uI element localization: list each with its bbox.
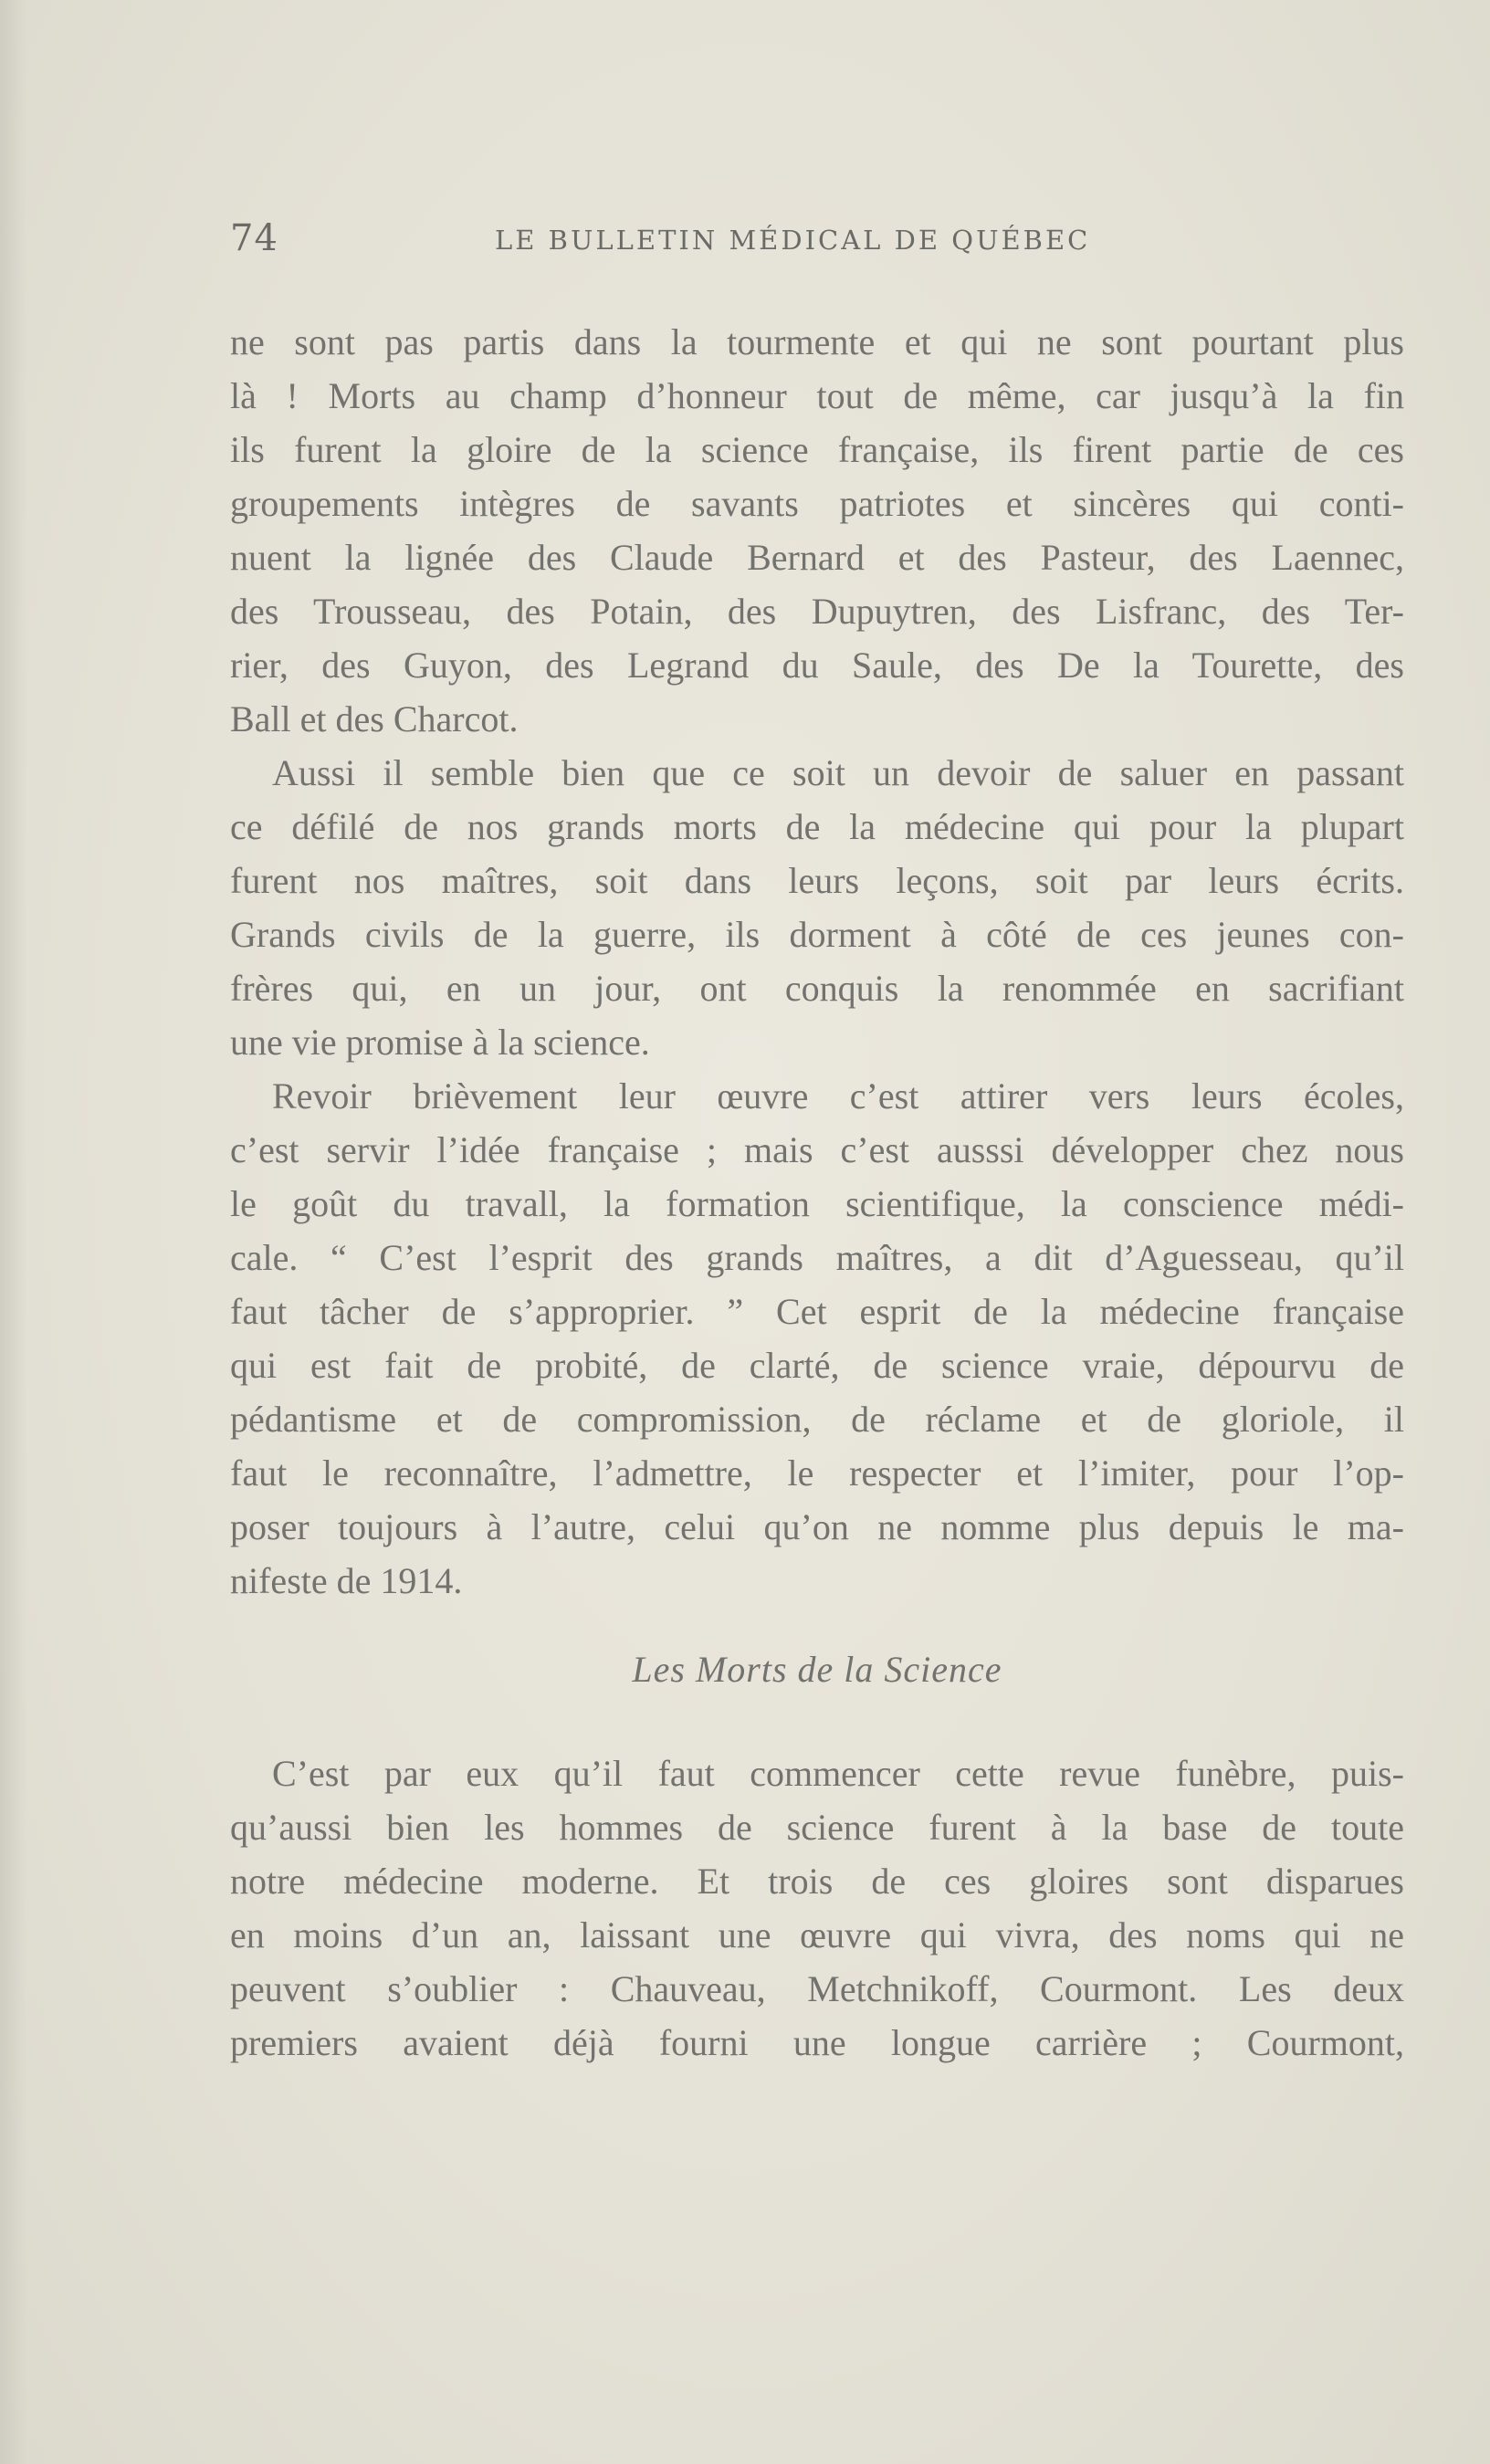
- text-line: notre médecine moderne. Et trois de ces gloires sont disparues: [230, 1861, 1404, 1902]
- page-edge-shadow: [0, 0, 27, 2464]
- text-line: des Trousseau, des Potain, des Dupuytren, des Lisfranc, des Ter-: [230, 591, 1404, 632]
- text-line: premiers avaient déjà fourni une longue carrière ; Courmont,: [230, 2022, 1404, 2063]
- text-line: rier, des Guyon, des Legrand du Saule, des De la Tourette, des: [230, 645, 1404, 686]
- section-title: Les Morts de la Science: [632, 1649, 1002, 1690]
- text-line: ce défilé de nos grands morts de la médecine qui pour la plupart: [230, 806, 1404, 847]
- text-line: cale. “ C’est l’esprit des grands maîtres, a dit d’Aguesseau, qu’il: [230, 1237, 1404, 1278]
- text-line: furent nos maîtres, soit dans leurs leçons, soit par leurs écrits.: [230, 860, 1404, 901]
- text-line: c’est servir l’idée française ; mais c’est ausssi développer chez nous: [230, 1129, 1404, 1170]
- paragraph-4: [230, 1746, 1404, 2070]
- text-line: Revoir brièvement leur œuvre c’est attirer vers leurs écoles,: [272, 1075, 1404, 1117]
- text-line: nuent la lignée des Claude Bernard et des Pasteur, des Laennec,: [230, 537, 1404, 578]
- paragraph-3: [230, 1069, 1404, 1608]
- text-line: ils furent la gloire de la science française, ils firent partie de ces: [230, 429, 1404, 470]
- text-line: peuvent s’oublier : Chauveau, Metchnikoff, Courmont. Les deux: [230, 1968, 1404, 2009]
- text-line: faut le reconnaître, l’admettre, le respecter et l’imiter, pour l’op-: [230, 1452, 1404, 1494]
- text-line: ne sont pas partis dans la tourmente et qui ne sont pourtant plus: [230, 321, 1404, 362]
- text-line: qu’aussi bien les hommes de science furent à la base de toute: [230, 1807, 1404, 1848]
- text-line: C’est par eux qu’il faut commencer cette revue funèbre, puis-: [272, 1753, 1404, 1794]
- text-line: frères qui, en un jour, ont conquis la renommée en sacrifiant: [230, 968, 1404, 1009]
- page-number: 74: [230, 217, 278, 259]
- running-title: LE BULLETIN MÉDICAL DE QUÉBEC: [495, 225, 1091, 256]
- text-line: pédantisme et de compromission, de réclame et de gloriole, il: [230, 1399, 1404, 1440]
- text-line: nifeste de 1914.: [230, 1560, 463, 1601]
- text-line: une vie promise à la science.: [230, 1022, 650, 1063]
- text-line: faut tâcher de s’approprier. ” Cet esprit de la médecine française: [230, 1291, 1404, 1332]
- body-text: [230, 315, 1404, 2070]
- paragraph-1: [230, 315, 1404, 746]
- text-line: là ! Morts au champ d’honneur tout de même, car jusqu’à la fin: [230, 375, 1404, 416]
- text-line: Ball et des Charcot.: [230, 698, 519, 739]
- text-line: Aussi il semble bien que ce soit un devoir de saluer en passant: [272, 752, 1404, 793]
- text-line: poser toujours à l’autre, celui qu’on ne nomme plus depuis le ma-: [230, 1506, 1404, 1547]
- text-line: Grands civils de la guerre, ils dorment à côté de ces jeunes con-: [230, 914, 1404, 955]
- text-line: qui est fait de probité, de clarté, de science vraie, dépourvu de: [230, 1345, 1404, 1386]
- paragraph-2: [230, 746, 1404, 1069]
- text-line: en moins d’un an, laissant une œuvre qui vivra, des noms qui ne: [230, 1914, 1404, 1955]
- page-header: [230, 217, 1404, 272]
- text-line: groupements intègres de savants patriotes et sincères qui conti-: [230, 483, 1404, 524]
- text-line: le goût du travall, la formation scientifique, la conscience médi-: [230, 1183, 1404, 1224]
